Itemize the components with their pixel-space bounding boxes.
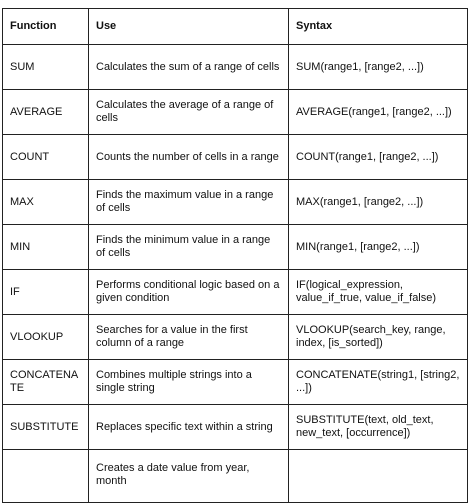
table-header-row	[3, 9, 468, 45]
syntax-cell: MIN(range1, [range2, ...])	[289, 225, 468, 270]
function-cell: MAX	[3, 180, 89, 225]
table-row	[3, 315, 468, 360]
use-cell: Calculates the sum of a range of cells	[89, 45, 289, 90]
use-cell: Searches for a value in the first column of a range	[89, 315, 289, 360]
table-row	[3, 270, 468, 315]
syntax-cell: SUBSTITUTE(text, old_text, new_text, [occurrence])	[289, 405, 468, 450]
syntax-cell: VLOOKUP(search_key, range, index, [is_sorted])	[289, 315, 468, 360]
use-cell: Finds the maximum value in a range of cells	[89, 180, 289, 225]
use-cell: Performs conditional logic based on a given condition	[89, 270, 289, 315]
use-cell: Combines multiple strings into a single string	[89, 360, 289, 405]
header-syntax: Syntax	[289, 9, 468, 45]
syntax-cell: COUNT(range1, [range2, ...])	[289, 135, 468, 180]
table-row	[3, 450, 468, 503]
function-cell: SUBSTITUTE	[3, 405, 89, 450]
table-row	[3, 225, 468, 270]
functions-table	[2, 8, 468, 503]
use-cell: Finds the minimum value in a range of cells	[89, 225, 289, 270]
syntax-cell	[289, 450, 468, 503]
function-cell: VLOOKUP	[3, 315, 89, 360]
table-row	[3, 360, 468, 405]
function-cell	[3, 450, 89, 503]
header-function: Function	[3, 9, 89, 45]
syntax-cell: SUM(range1, [range2, ...])	[289, 45, 468, 90]
use-cell: Calculates the average of a range of cells	[89, 90, 289, 135]
syntax-cell: CONCATENATE(string1, [string2, ...])	[289, 360, 468, 405]
table-row	[3, 180, 468, 225]
header-use: Use	[89, 9, 289, 45]
use-cell: Creates a date value from year, month	[89, 450, 289, 503]
syntax-cell: MAX(range1, [range2, ...])	[289, 180, 468, 225]
use-cell: Counts the number of cells in a range	[89, 135, 289, 180]
table-row	[3, 45, 468, 90]
function-cell: CONCATENATE	[3, 360, 89, 405]
function-cell: COUNT	[3, 135, 89, 180]
syntax-cell: IF(logical_expression, value_if_true, value_if_false)	[289, 270, 468, 315]
table-row	[3, 135, 468, 180]
function-cell: SUM	[3, 45, 89, 90]
table-row	[3, 90, 468, 135]
function-cell: IF	[3, 270, 89, 315]
use-cell: Replaces specific text within a string	[89, 405, 289, 450]
function-cell: MIN	[3, 225, 89, 270]
function-cell: AVERAGE	[3, 90, 89, 135]
syntax-cell: AVERAGE(range1, [range2, ...])	[289, 90, 468, 135]
table-row	[3, 405, 468, 450]
